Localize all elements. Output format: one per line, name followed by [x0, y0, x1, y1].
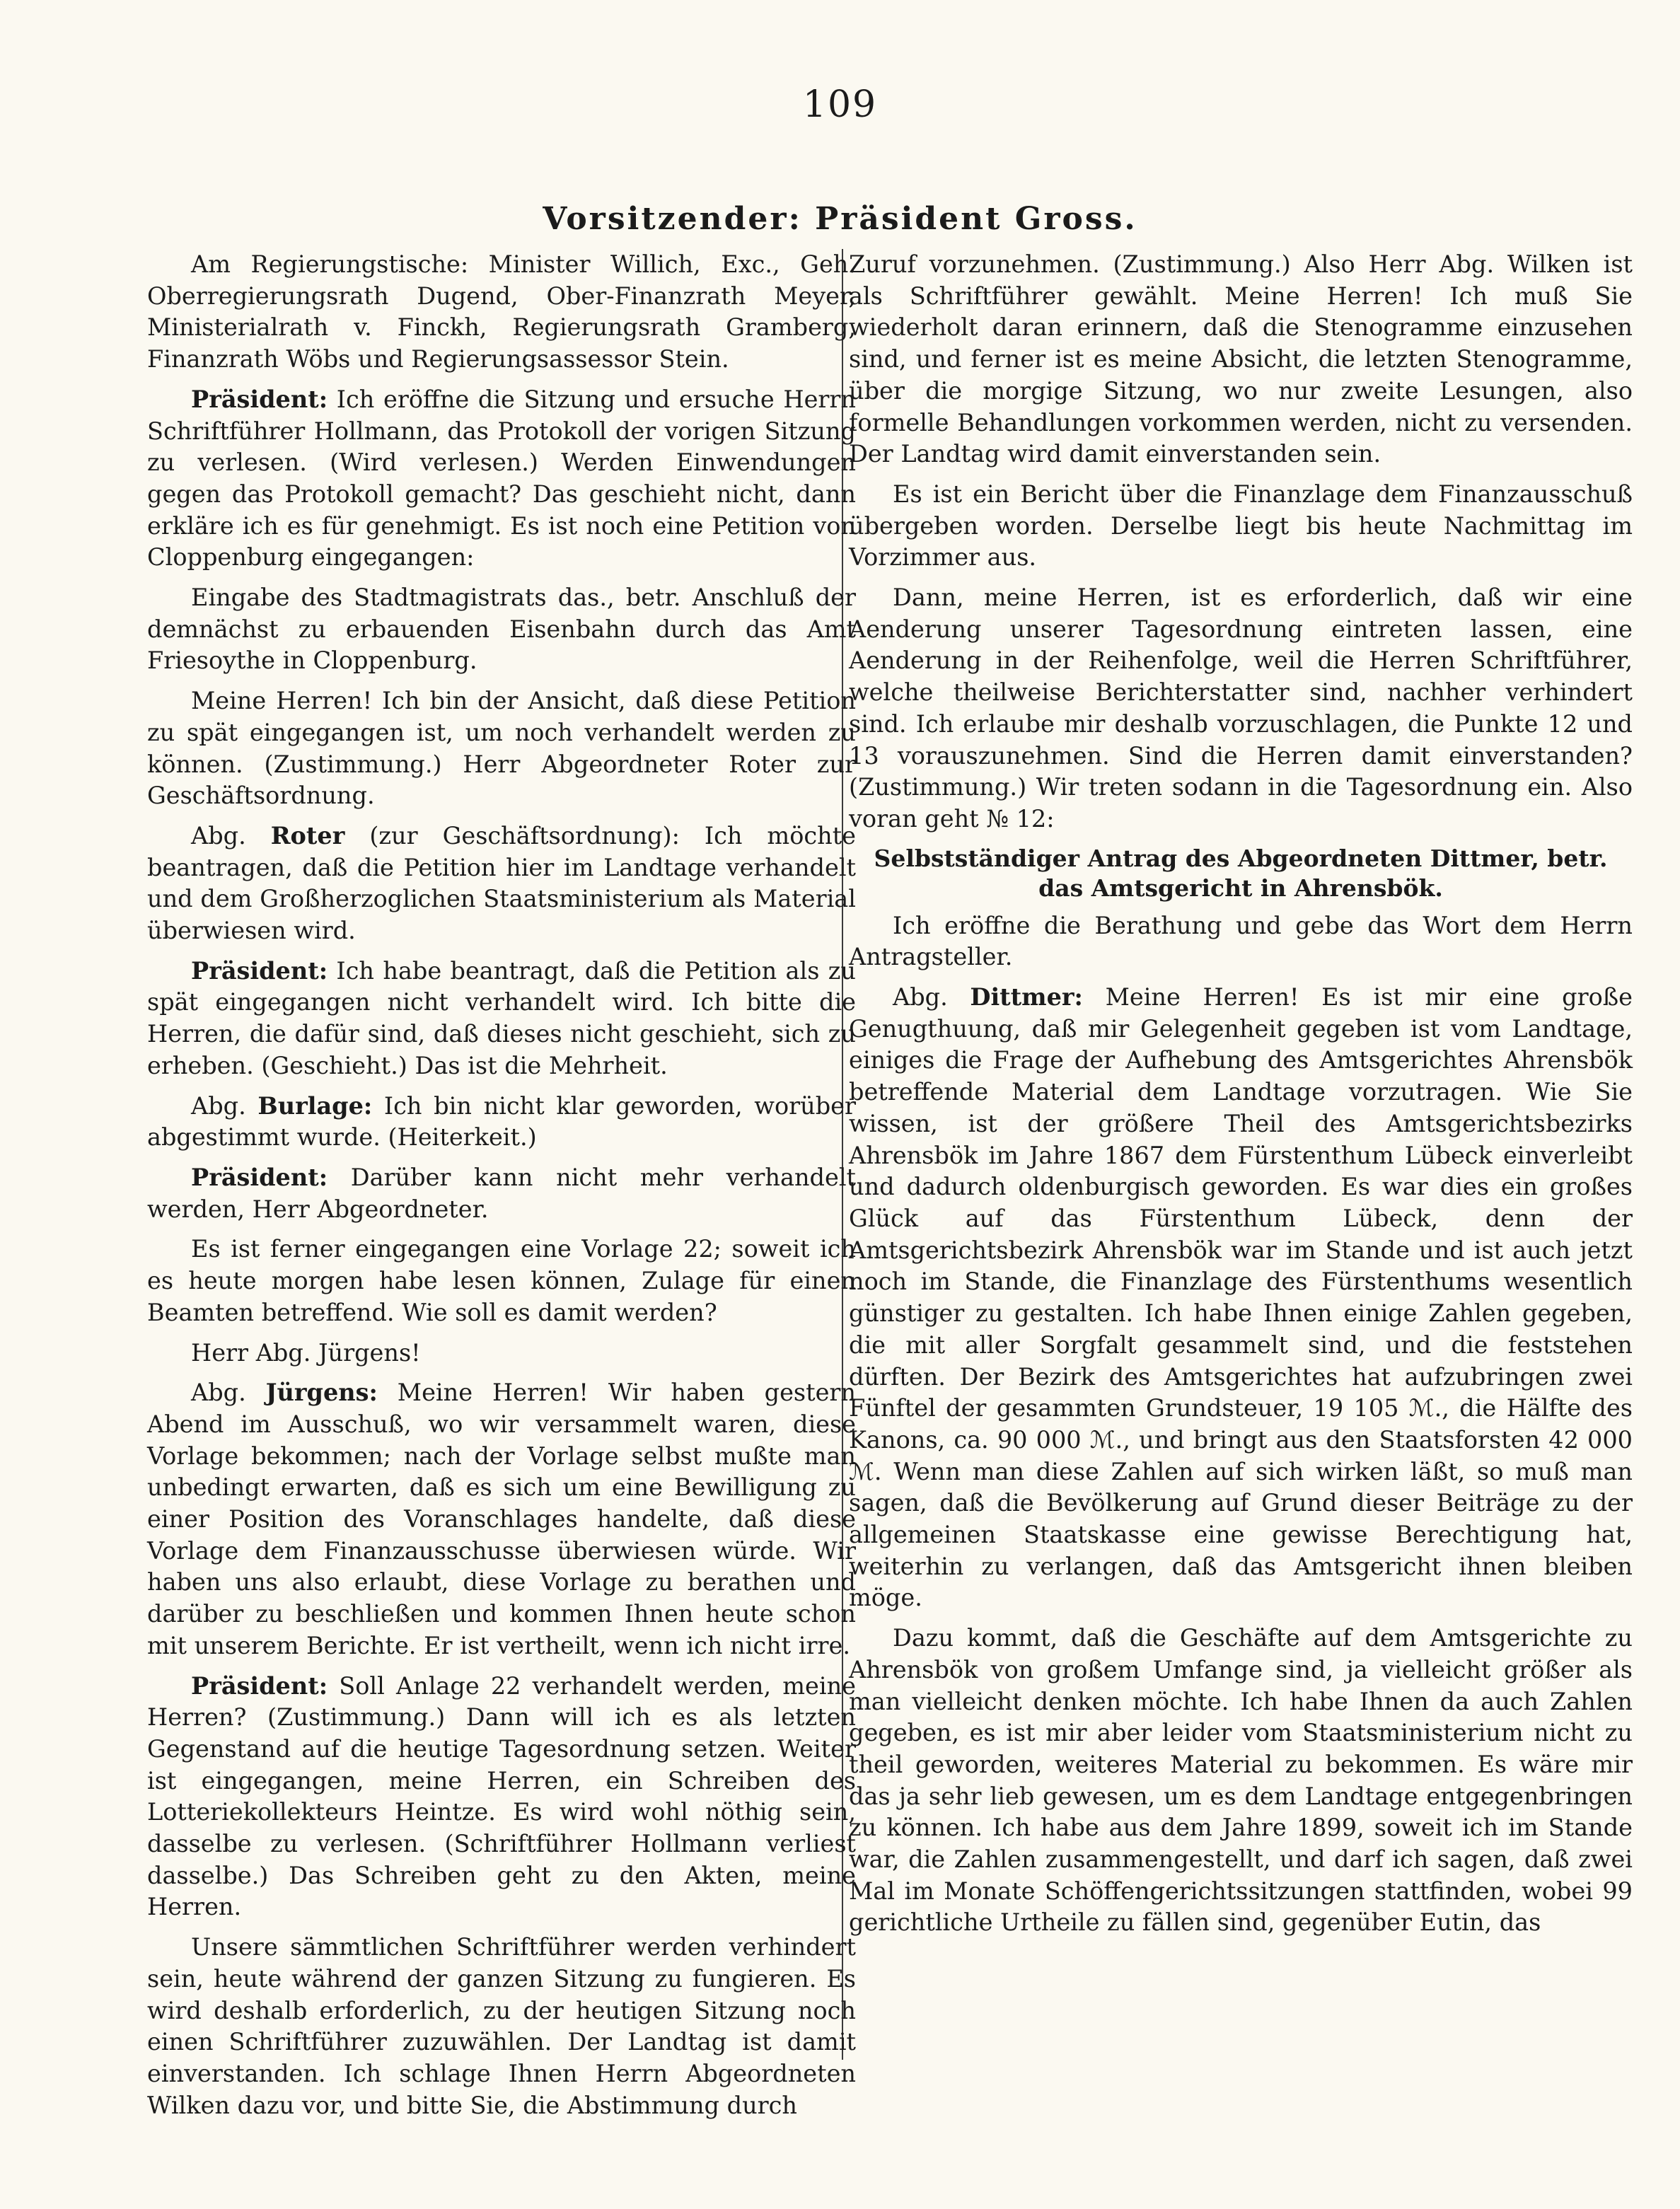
speaker-name: Roter: [270, 821, 345, 850]
speech-text: Ich eröffne die Sitzung und ersuche Herrn Schriftführer Hollmann, das Protokoll der vorigen Sitzung zu verlesen. (Wird verlesen.) Werden Einwendungen gegen das Protokoll gemacht? Das geschieht nicht, dann erkläre ich es für genehmigt. Es ist noch eine Petition von Cloppenburg eingegangen:: [147, 385, 856, 572]
speech-paragraph: [147, 956, 856, 1082]
speaker-name: Präsident:: [191, 956, 328, 985]
speech-paragraph: [147, 1377, 856, 1662]
agenda-item-heading: Selbstständiger Antrag des Abgeordneten Dittmer, betr. das Amtsgericht in Ahrensbök.: [874, 844, 1608, 902]
speech-paragraph: [849, 982, 1633, 1614]
speech-text: (zur Geschäftsordnung): Ich möchte beantragen, daß die Petition hier im Landtage verhandelt und dem Großherzoglichen Staatsministerium als Material überwiesen wird.: [147, 821, 856, 945]
speaker-name: Jürgens:: [265, 1379, 378, 1407]
right-column: [849, 249, 1633, 1947]
speaker-name: Präsident:: [191, 1163, 328, 1191]
speech-text: Darüber kann nicht mehr verhandelt werden, Herr Abgeordneter.: [147, 1163, 856, 1223]
presiding-officer-heading: Vorsitzender: Präsident Gross.: [543, 201, 1137, 237]
speech-paragraph: [147, 821, 856, 947]
speaker-name: Präsident:: [191, 385, 328, 413]
speech-paragraph: [147, 1091, 856, 1154]
speech-paragraph: Ich eröffne die Berathung und gebe das Wort dem Herrn Antragsteller.: [849, 911, 1633, 971]
speech-paragraph: Dann, meine Herren, ist es erforderlich, daß wir eine Aenderung unserer Tagesordnung eintreten lassen, eine Aenderung in der Reihenfolge, weil die Herren Schriftführer, welche theilweise Berichterstatter sind, nachher verhindert sind. Ich erlaube mir deshalb vorzuschlagen, die Punkte 12 und 13 vorauszunehmen. Sind die Herren damit einverstanden? (Zustimmung.) Wir treten sodann in die Tagesordnung ein. Also voran geht № 12:: [849, 584, 1633, 833]
speaker-name: Burlage:: [257, 1091, 373, 1120]
speech-text: Soll Anlage 22 verhandelt werden, meine Herren? (Zustimmung.) Dann will ich es als letzten Gegenstand auf die heutige Tagesordnung setzen. Weiter ist eingegangen, meine Herren, ein Schreiben des Lotteriekollekteurs Heintze. Es wird wohl nöthig sein, dasselbe zu verlesen. (Schriftführer Hollmann verliest dasselbe.) Das Schreiben geht zu den Akten, meine Herren.: [147, 1671, 856, 1921]
speech-text: Ich habe beantragt, daß die Petition als zu spät eingegangen nicht verhandelt wird. Ich bitte die Herren, die dafür sind, daß dieses nicht geschieht, sich zu erheben. (Geschieht.) Das ist die Mehrheit.: [147, 956, 856, 1079]
speech-paragraph: Es ist ferner eingegangen eine Vorlage 22; soweit ich es heute morgen habe lesen können, Zulage für einen Beamten betreffend. Wie soll es damit werden?: [147, 1235, 856, 1326]
speaker-name: Dittmer:: [970, 983, 1083, 1011]
speech-paragraph: [147, 1671, 856, 1924]
speech-paragraph: [147, 1162, 856, 1225]
speaker-prefix: Abg.: [191, 1091, 258, 1120]
petition-paragraph: Eingabe des Stadtmagistrats das., betr. Anschluß der demnächst zu erbauenden Eisenbahn durch das Amt Friesoythe in Cloppenburg.: [147, 584, 856, 675]
speaker-prefix: Abg.: [191, 1379, 266, 1407]
page-number: 109: [802, 83, 878, 126]
speech-paragraph: Unsere sämmtlichen Schriftführer werden verhindert sein, heute während der ganzen Sitzung zu fungieren. Es wird deshalb erforderlich, zu der heutigen Sitzung noch einen Schriftführer zuzuwählen. Der Landtag ist damit einverstanden. Ich schlage Ihnen Herrn Abgeordneten Wilken dazu vor, und bitte Sie, die Abstimmung durch: [147, 1933, 856, 2119]
speech-text: Meine Herren! Es ist mir eine große Genugthuung, daß mir Gelegenheit gegeben ist vom Landtage, einiges die Frage der Aufhebung des Amtsgerichtes Ahrensbök betreffende Material dem Landtage vorzutragen. Wie Sie wissen, ist der größere Theil des Amtsgerichtsbezirks Ahrensbök im Jahre 1867 dem Fürstenthum Lübeck einverleibt und dadurch oldenburgisch geworden. Es war dies ein großes Glück auf das Fürstenthum Lübeck, denn der Amtsgerichtsbezirk Ahrensbök war im Stande und ist auch jetzt noch im Stande, die Finanzlage des Fürstenthums wesentlich günstiger zu gestalten. Ich habe Ihnen einige Zahlen gegeben, die mit aller Sorgfalt gesammelt sind, und die feststehen dürften. Der Bezirk des Amtsgerichtes hat aufzubringen zwei Fünftel der gesammten Grundsteuer, 19 105 ℳ., die Hälfte des Kanons, ca. 90 000 ℳ., und bringt aus den Staatsforsten 42 000 ℳ. Wenn man diese Zahlen auf sich wirken läßt, so muß man sagen, daß die Bevölkerung auf Grund dieser Beiträge zu der allgemeinen Staatskasse eine gewisse Berechtigung hat, weiterhin zu verlangen, daß das Amtsgericht ihnen bleiben möge.: [849, 983, 1633, 1612]
speech-paragraph: Herr Abg. Jürgens!: [191, 1338, 421, 1367]
speaker-prefix: Abg.: [893, 983, 971, 1011]
government-bench-paragraph: Am Regierungstische: Minister Willich, Exc., Geh. Oberregierungsrath Dugend, Ober-Finanzrath Meyer, Ministerialrath v. Finckh, Regierungsrath Gramberg, Finanzrath Wöbs und Regierungsassessor Stein.: [147, 250, 856, 373]
left-column: [147, 249, 856, 2130]
speech-paragraph: Es ist ein Bericht über die Finanzlage dem Finanzausschuß übergeben worden. Derselbe liegt bis heute Nachmittag im Vorzimmer aus.: [849, 480, 1633, 572]
speech-text: Meine Herren! Wir haben gestern Abend im Ausschuß, wo wir versammelt waren, diese Vorlage bekommen; nach der Vorlage selbst mußte man unbedingt erwarten, daß es sich um eine Bewilligung zu einer Position des Voranschlages handelte, daß diese Vorlage dem Finanzausschusse überwiesen würde. Wir haben uns also erlaubt, diese Vorlage zu berathen und darüber zu beschließen und kommen Ihnen heute schon mit unserem Berichte. Er ist vertheilt, wenn ich nicht irre.: [147, 1379, 856, 1659]
speech-paragraph: Meine Herren! Ich bin der Ansicht, daß diese Petition zu spät eingegangen ist, um noch verhandelt werden zu können. (Zustimmung.) Herr Abgeordneter Roter zur Geschäftsordnung.: [147, 687, 856, 810]
speech-paragraph: Zuruf vorzunehmen. (Zustimmung.) Also Herr Abg. Wilken ist als Schriftführer gewählt. Meine Herren! Ich muß Sie wiederholt daran erinnern, daß die Stenogramme einzusehen sind, und ferner ist es meine Absicht, die letzten Stenogramme, über die morgige Sitzung, wo nur zweite Lesungen, also formelle Behandlungen vorkommen werden, nicht zu versenden. Der Landtag wird damit einverstanden sein.: [849, 250, 1633, 468]
speech-paragraph: Dazu kommt, daß die Geschäfte auf dem Amtsgerichte zu Ahrensbök von großem Umfange sind, ja vielleicht größer als man vielleicht denken möchte. Ich habe Ihnen da auch Zahlen gegeben, es ist mir aber leider vom Staatsministerium nicht zu theil geworden, weiteres Material zu bekommen. Es wäre mir das ja sehr lieb gewesen, um es dem Landtage entgegenbringen zu können. Ich habe aus dem Jahre 1899, soweit ich im Stande war, die Zahlen zusammengestellt, und darf ich sagen, daß zwei Mal im Monate Schöffengerichtssitzungen stattfinden, wobei 99 gerichtliche Urtheile zu fällen sind, gegenüber Eutin, das: [849, 1624, 1633, 1937]
speaker-name: Präsident:: [191, 1671, 328, 1700]
speech-paragraph: [147, 384, 856, 574]
speech-text: Ich bin nicht klar geworden, worüber abgestimmt wurde. (Heiterkeit.): [147, 1091, 856, 1152]
speaker-prefix: Abg.: [191, 821, 271, 850]
